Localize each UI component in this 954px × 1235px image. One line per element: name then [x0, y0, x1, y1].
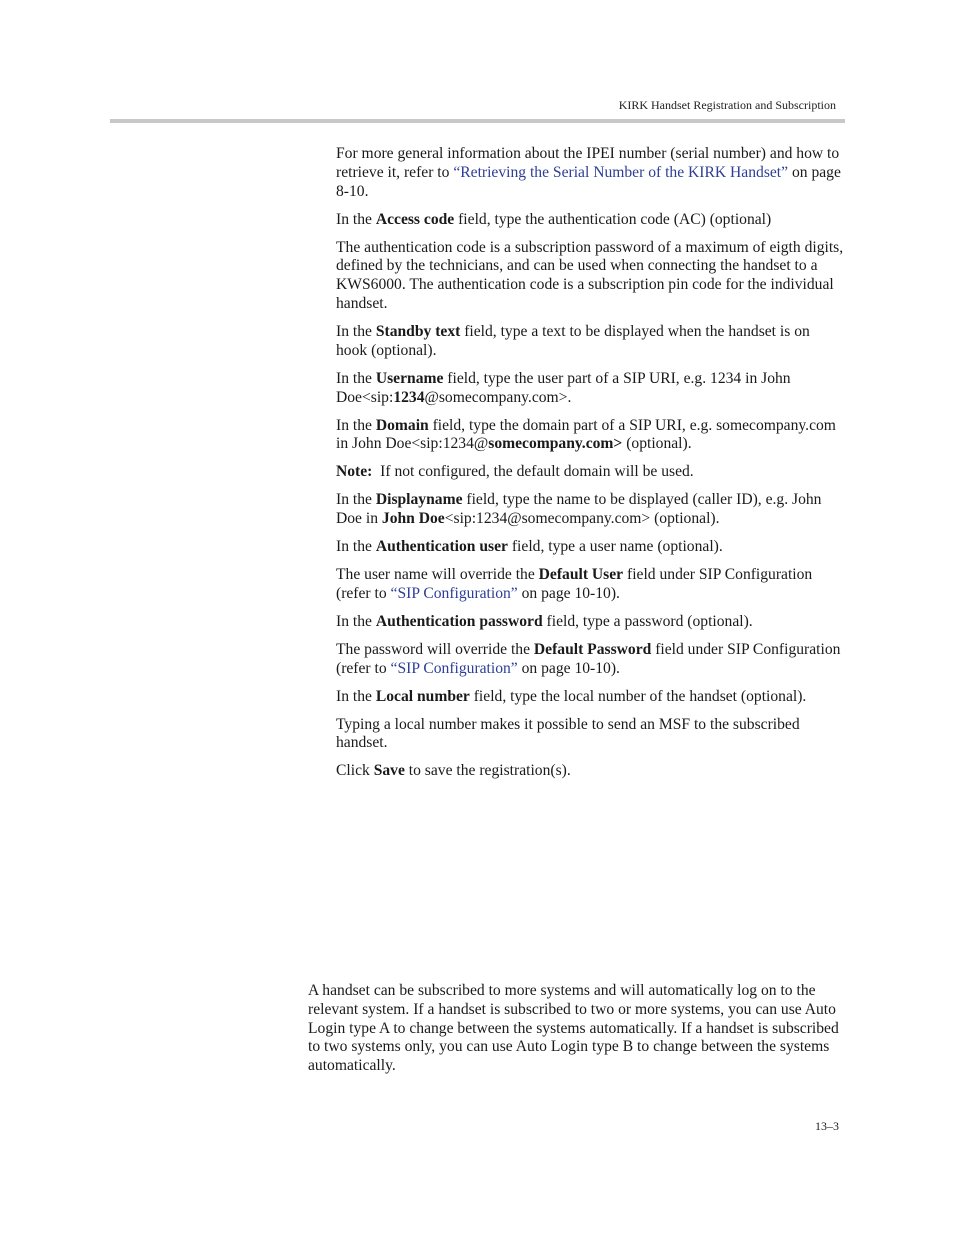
link-retrieving-serial-number[interactable]: “Retrieving the Serial Number of the KIRK Handset”	[453, 163, 789, 181]
domain-note: Note: If not configured, the default domain will be used.	[336, 463, 694, 481]
domain-term: Domain	[375, 416, 429, 434]
local-number-paragraph: Typing a local number makes it possible to send an MSF to the subscribed handset.	[336, 715, 800, 752]
local-number-term: Local number	[375, 687, 470, 705]
access-code-term: Access code	[375, 210, 455, 228]
ipei-info-paragraph: For more general information about the IPEI number (serial number) and how to retrieve it, refer to “Retrieving the Serial Number of the KIRK Handset” on page 8-10.	[336, 145, 841, 200]
standby-text-step: In the Standby text field, type a text to be displayed when the handset is on hook (optional).	[336, 322, 810, 359]
username-term: Username	[375, 369, 444, 387]
displayname-term: Displayname	[375, 491, 463, 509]
authentication-password-step: In the Authentication password field, type a password (optional).	[336, 612, 753, 630]
authentication-password-term: Authentication password	[375, 612, 543, 630]
displayname-step: In the Displayname field, type the name to be displayed (caller ID), e.g. John Doe in John Doe<sip:1234@somecompany.com> (optional).	[336, 491, 822, 528]
local-number-step: In the Local number field, type the local number of the handset (optional).	[336, 687, 807, 705]
save-step: Click Save to save the registration(s).	[336, 762, 571, 780]
header-rule	[110, 119, 845, 123]
note-label: Note:	[336, 463, 373, 481]
authentication-user-step: In the Authentication user field, type a user name (optional).	[336, 538, 723, 556]
procedure-steps	[336, 145, 844, 790]
domain-step: In the Domain field, type the domain part of a SIP URI, e.g. somecompany.com in John Doe<sip:1234@somecompany.com> (optional).	[336, 416, 836, 453]
access-code-step: In the Access code field, type the authentication code (AC) (optional)	[336, 210, 772, 228]
link-sip-configuration-2[interactable]: “SIP Configuration”	[390, 659, 518, 677]
default-user-paragraph: The user name will override the Default User field under SIP Configuration (refer to “SIP Configuration” on page 10-10).	[336, 566, 813, 602]
link-sip-configuration[interactable]: “SIP Configuration”	[390, 584, 518, 602]
standby-text-term: Standby text	[375, 322, 461, 340]
username-step: In the Username field, type the user part of a SIP URI, e.g. 1234 in John Doe<sip:1234@somecompany.com>.	[336, 369, 791, 406]
default-user-term: Default User	[538, 566, 624, 584]
running-header: KIRK Handset Registration and Subscription	[618, 98, 836, 112]
auto-login-intro-paragraph: A handset can be subscribed to more systems and will automatically log on to the relevant system. If a handset is subscribed to two or more systems, you can use Auto Login type A to change between the systems automatically. If a handset is subscribed to two systems only, you can use Auto Login type B to change between the systems automatically.	[308, 982, 839, 1075]
default-password-paragraph: The password will override the Default Password field under SIP Configuration (refer to “SIP Configuration” on page 10-10).	[336, 640, 841, 677]
authentication-code-paragraph: The authentication code is a subscription password of a maximum of eigth digits, defined by the technicians, and can be used when connecting the handset to a KWS6000. The authentication code is a subscription pin code for the individual handset.	[336, 238, 844, 312]
default-password-term: Default Password	[533, 640, 652, 658]
authentication-user-term: Authentication user	[375, 538, 508, 556]
save-term: Save	[373, 762, 405, 780]
page-number: 13–3	[815, 1119, 839, 1133]
